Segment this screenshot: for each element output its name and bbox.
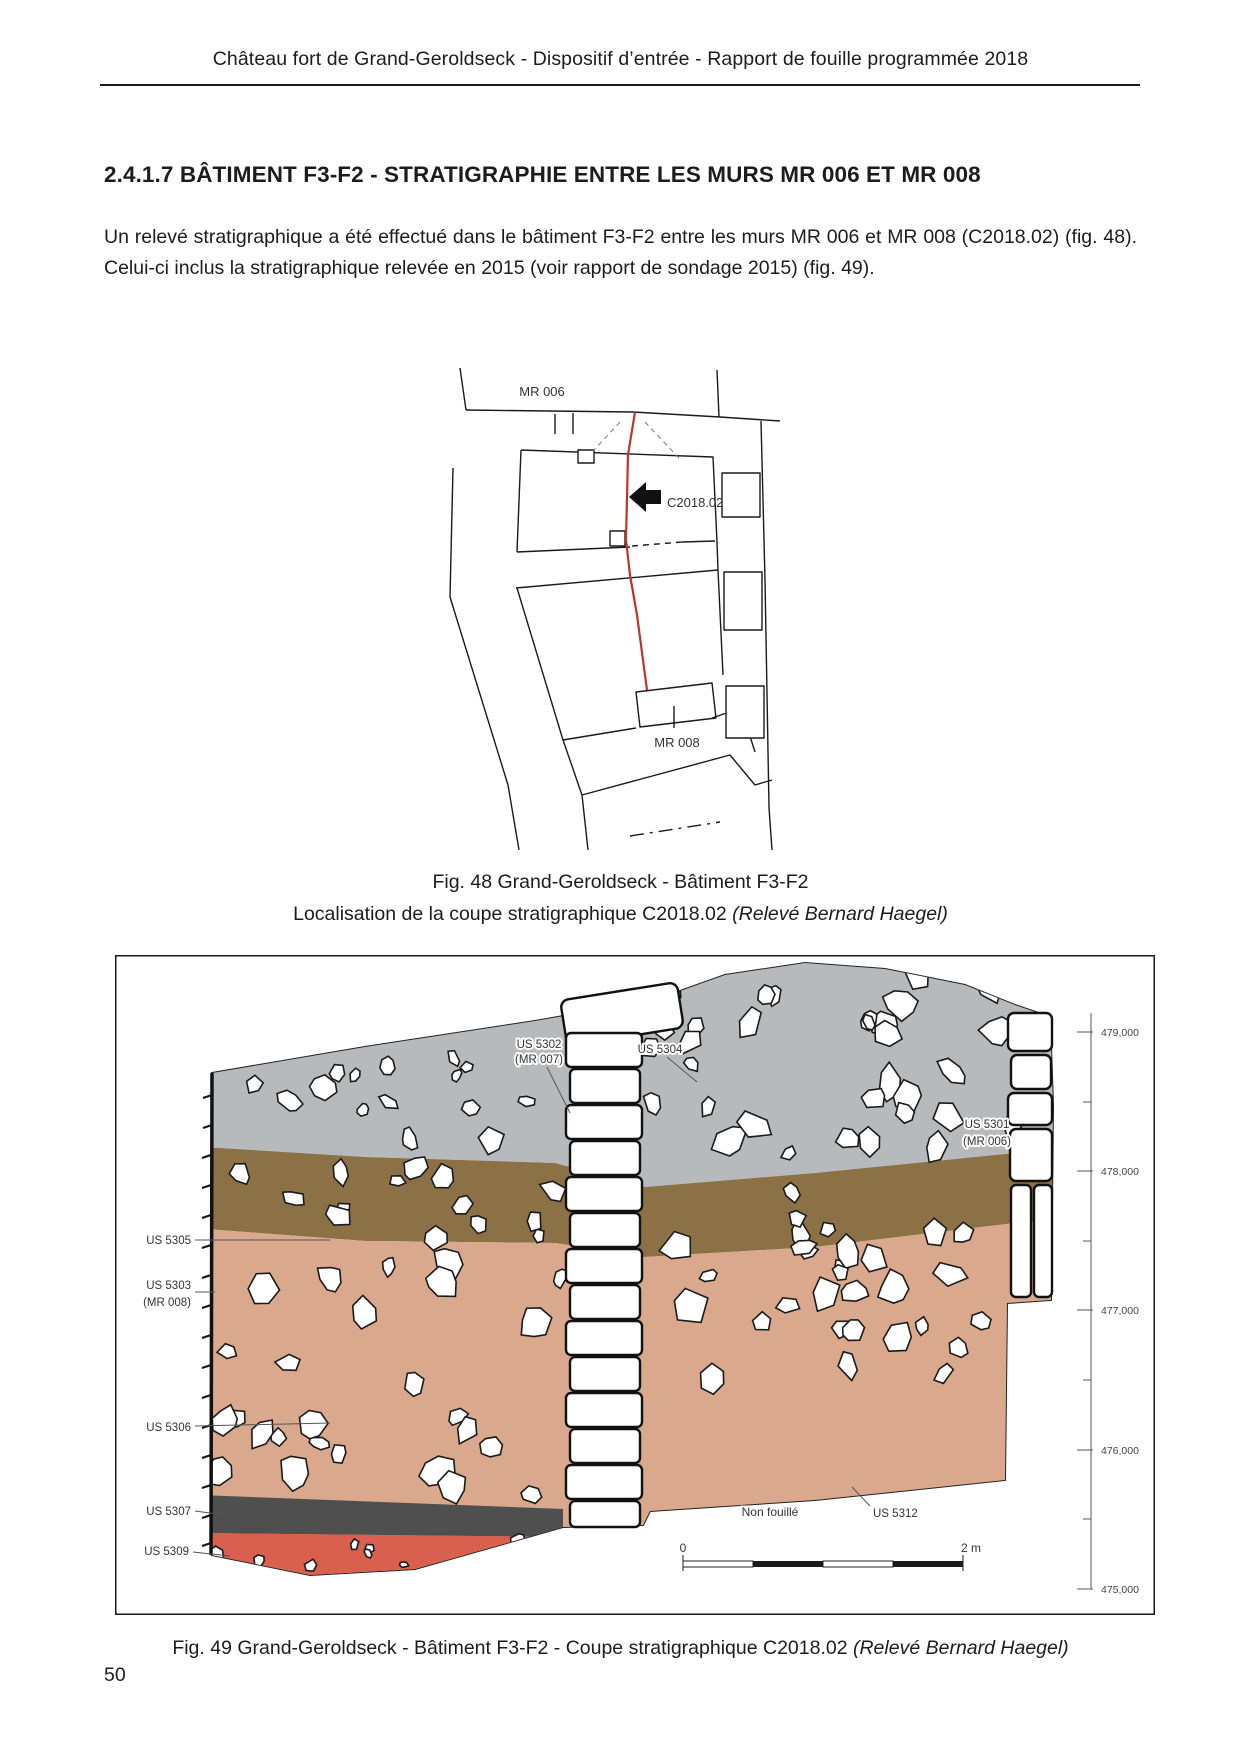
us5302-label: US 5302 xyxy=(516,1039,562,1051)
us5312-label: US 5312 xyxy=(873,1508,918,1520)
fig48-caption-line2: Localisation de la coupe stratigraphique C2018.02 (Relevé Bernard Haegel) xyxy=(293,903,948,925)
page-number: 50 xyxy=(104,1664,126,1686)
fig49-caption: Fig. 49 Grand-Geroldseck - Bâtiment F3-F2 - Coupe stratigraphique C2018.02 (Relevé Bernard Haegel) xyxy=(172,1637,1069,1659)
section-limit-left xyxy=(202,1073,212,1555)
us5301-label: US 5301 xyxy=(964,1119,1010,1131)
elevation-scale xyxy=(1077,1013,1093,1589)
fig49-caption-credit: (Relevé Bernard Haegel) xyxy=(852,1637,1069,1659)
wall-mr006 xyxy=(1008,1013,1052,1297)
scale-bar xyxy=(683,1555,963,1571)
us5309-label: US 5309 xyxy=(144,1546,189,1558)
us5305-label: US 5305 xyxy=(146,1235,191,1247)
header-rule xyxy=(100,84,1140,86)
elevation-476: 476,000 xyxy=(1101,1445,1139,1457)
fig48-caption xyxy=(0,866,1241,930)
non-fouille-label: Non fouillé xyxy=(741,1505,799,1519)
elevation-478: 478,000 xyxy=(1101,1166,1139,1178)
scale-max-label: 2 m xyxy=(960,1541,982,1555)
fig48-caption-credit: (Relevé Bernard Haegel) xyxy=(732,903,948,925)
section-heading: 2.4.1.7 BÂTIMENT F3-F2 - STRATIGRAPHIE ENTRE LES MURS MR 006 ET MR 008 xyxy=(104,162,981,187)
mr006-label: MR 006 xyxy=(519,384,565,399)
body-paragraph: Un relevé stratigraphique a été effectué dans le bâtiment F3-F2 entre les murs MR 006 et MR 008 (C2018.02) (fig. 48). Celui-ci inclus la stratigraphique relevée en 2015 (voir rapport de sondage 2015) (fig. 49). xyxy=(104,226,1137,279)
mr006-face-label: (MR 006) xyxy=(963,1136,1011,1148)
elevation-475: 475,000 xyxy=(1101,1584,1139,1596)
section-arrow-icon xyxy=(629,482,661,512)
us5304-label: US 5304 xyxy=(637,1044,683,1056)
c2018-02-label: C2018.02 xyxy=(667,495,724,510)
mr008-face-label: (MR 008) xyxy=(143,1297,191,1309)
plan-lines xyxy=(450,368,780,850)
mr008-label: MR 008 xyxy=(654,735,700,750)
us5303-label: US 5303 xyxy=(146,1280,191,1292)
fig48-plan xyxy=(390,330,780,850)
elevation-479: 479,000 xyxy=(1101,1027,1139,1039)
us5306-label: US 5306 xyxy=(146,1422,191,1434)
elevation-477: 477,000 xyxy=(1101,1305,1139,1317)
fig49-section xyxy=(115,955,1155,1615)
mr007-label: (MR 007) xyxy=(515,1054,563,1066)
us5307-label: US 5307 xyxy=(146,1506,191,1518)
fig48-caption-line1: Fig. 48 Grand-Geroldseck - Bâtiment F3-F2 xyxy=(432,871,809,893)
scale-zero-label: 0 xyxy=(679,1541,687,1555)
page-header: Château fort de Grand-Geroldseck - Dispositif d’entrée - Rapport de fouille programmée 2018 xyxy=(212,48,1029,70)
